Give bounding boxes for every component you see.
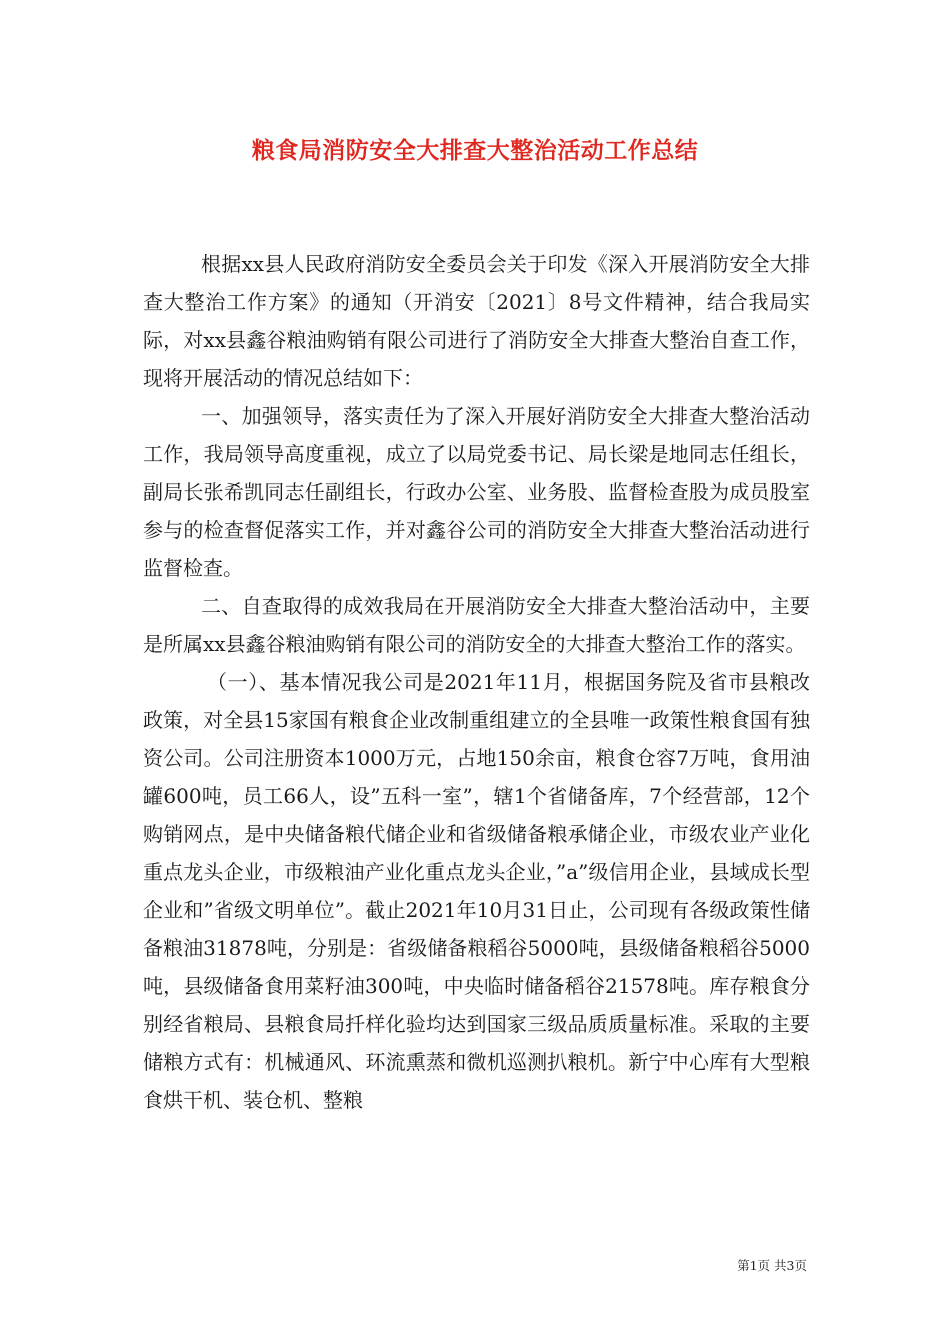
paragraph-subsection-1: （一）、基本情况我公司是2021年11月，根据国务院及省市县粮改政策，对全县15家国有粮食企业改制重组建立的全县唯一政策性粮食国有独资公司。公司注册资本1000万元，占地150余亩，粮食仓容7万吨，食用油罐600吨，员工66人，设”五科一室”，辖1个省储备库，7个经营部，12个购销网点，是中央储备粮代储企业和省级储备粮承储企业，市级农业产业化重点龙头企业，市级粮油产业化重点龙头企业，”a”级信用企业，县域成长型企业和”省级文明单位”。截止2021年10月31日止，公司现有各级政策性储备粮油31878吨，分别是：省级储备粮稻谷5000吨，县级储备粮稻谷5000吨，县级储备食用菜籽油300吨，中央临时储备稻谷21578吨。库存粮食分别经省粮局、县粮食局扦样化验均达到国家三级品质质量标准。采取的主要储粮方式有：机械通风、环流熏蒸和微机巡测扒粮机。新宁中心库有大型粮食烘干机、装仓机、整粮 (143, 670, 810, 1112)
paragraph-intro: 根据xx县人民政府消防安全委员会关于印发《深入开展消防安全大排查大整治工作方案》的通知（开消安〔2021〕8号文件精神，结合我局实际，对xx县鑫谷粮油购销有限公司进行了消防安全大排查大整治自查工作，现将开展活动的情况总结如下： (143, 252, 810, 390)
paragraph-section-1: 一、加强领导，落实责任为了深入开展好消防安全大排查大整治活动工作，我局领导高度重视，成立了以局党委书记、局长梁是地同志任组长，副局长张希凯同志任副组长，行政办公室、业务股、监督检查股为成员股室参与的检查督促落实工作，并对鑫谷公司的消防安全大排查大整治活动进行监督检查。 (143, 404, 810, 580)
document-body (143, 245, 810, 1119)
paragraph-section-2: 二、自查取得的成效我局在开展消防安全大排查大整治活动中，主要是所属xx县鑫谷粮油购销有限公司的消防安全的大排查大整治工作的落实。 (143, 594, 810, 656)
page-number: 第1页 共3页 (737, 1258, 807, 1273)
page-title: 粮食局消防安全大排查大整治活动工作总结 (251, 138, 699, 164)
